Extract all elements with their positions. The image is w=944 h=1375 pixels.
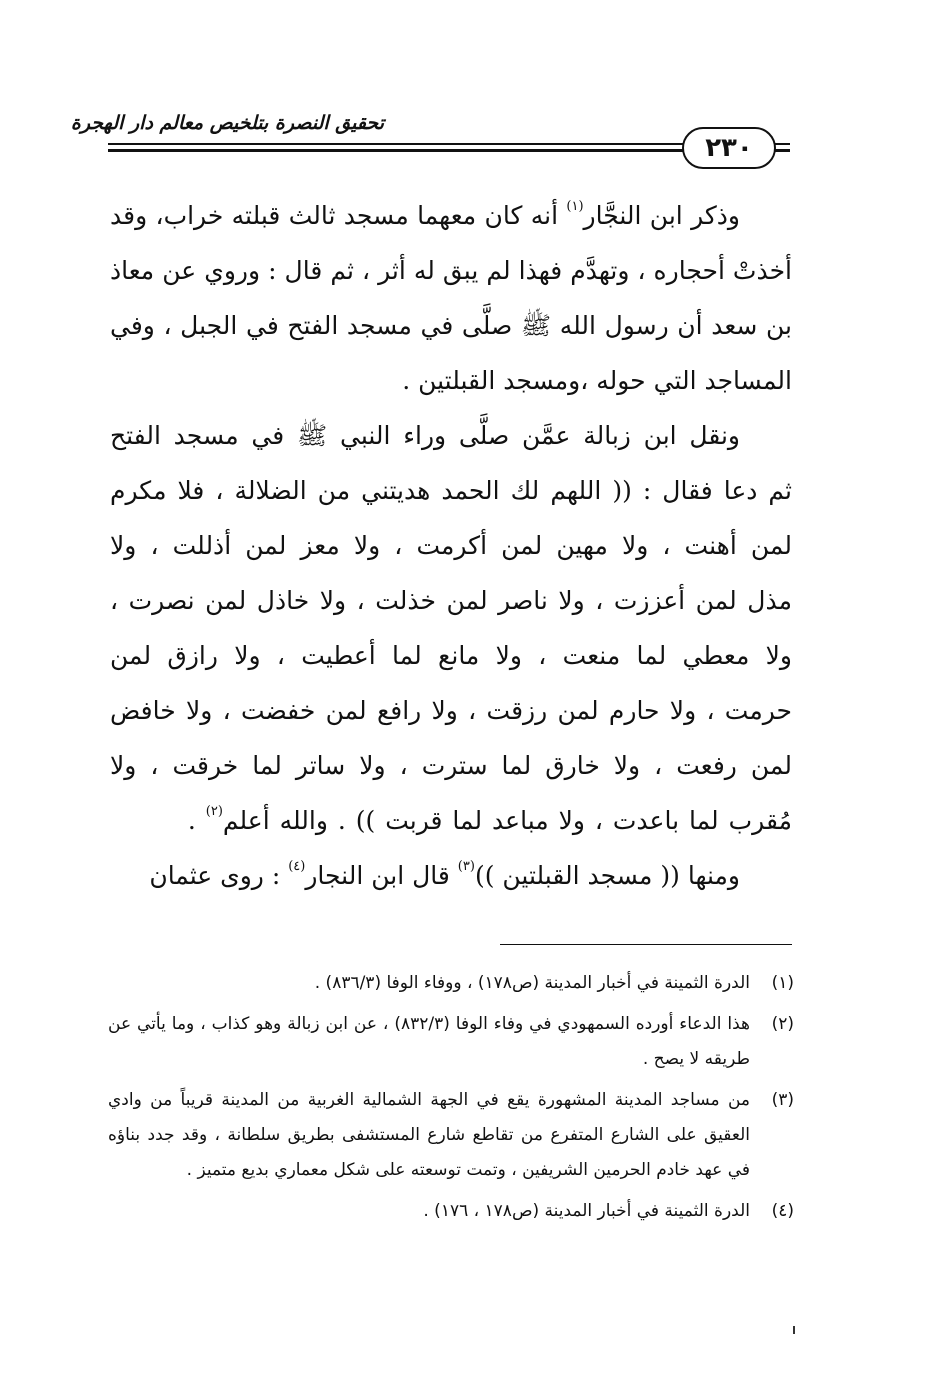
footnote-reference[interactable]: (١) <box>566 199 584 214</box>
footnote-reference[interactable]: (٤) <box>288 859 306 874</box>
header-rule <box>108 143 688 145</box>
footnote-reference[interactable]: (٣) <box>457 859 475 874</box>
paragraph-text: ومنها (( مسجد القبلتين )) <box>474 861 740 890</box>
footnote-number: (٤) <box>771 1201 794 1221</box>
paragraph <box>110 848 792 903</box>
footnotes <box>108 966 794 1235</box>
paragraph-text: ونقل ابن زبالة عمَّن صلَّى وراء النبي ﷺ في مسجد الفتح ثم دعا فقال : (( اللهم لك الحمد هديتني من الضلالة ، فلا مكرم لمن أهنت ، ولا مهين لمن أكرمت ، ولا معز لمن أذللت ، ولا مذل لمن أعززت ، ولا ناصر لمن خذلت ، ولا خاذل لمن نصرت ، ولا معطي لما منعت ، ولا مانع لما أعطيت ، ولا رازق لمن حرمت ، ولا حارم لمن رزقت ، ولا رافع لمن خفضت ، ولا خافض لمن رفعت ، ولا خارق لما سترت ، ولا ساتر لما خرقت ، ولا مُقرب لما باعدت ، ولا مباعد لما قربت )) . والله أعلم <box>110 421 792 835</box>
footnote-number: (٢) <box>771 1014 794 1034</box>
footnote <box>108 966 794 1001</box>
footnote-number: (١) <box>771 973 794 993</box>
paragraph-text: أنه كان معهما مسجد ثالث قبلته خراب، وقد أخذتْ أحجاره ، وتهدَّم فهذا لم يبق له أثر ، ثم قال : وروي عن معاذ بن سعد أن رسول الله ﷺ صلَّى في مسجد الفتح في الجبل ، وفي المساجد التي حوله ،ومسجد القبلتين . <box>110 201 792 395</box>
footnote-text: هذا الدعاء أورده السمهودي في وفاء الوفا (٨٣٢/٣) ، عن ابن زبالة وهو كذاب ، وما يأتي عن طريقه لا يصح . <box>108 1014 750 1069</box>
paragraph-text: : روى عثمان <box>149 861 289 890</box>
page-number: ٢٣٠ <box>705 133 753 163</box>
footnote-text: الدرة الثمينة في أخبار المدينة (ص١٧٨ ، ١٧٦) . <box>423 1201 750 1221</box>
main-text <box>110 188 792 903</box>
header-rule <box>108 149 688 152</box>
paragraph-text: وذكر ابن النجَّار <box>583 201 740 230</box>
footnote <box>108 1083 794 1188</box>
footnote-text: الدرة الثمينة في أخبار المدينة (ص١٧٨) ، ووفاء الوفا (٨٣٦/٣) . <box>314 973 750 993</box>
footnote <box>108 1194 794 1229</box>
scan-mark <box>793 1326 795 1334</box>
footnote-separator <box>500 944 792 945</box>
paragraph <box>110 188 792 408</box>
running-header-title: تحقيق النصرة بتلخيص معالم دار الهجرة <box>70 112 384 134</box>
page-number-frame <box>682 127 776 169</box>
footnote <box>108 1007 794 1077</box>
footnote-number: (٣) <box>771 1090 794 1110</box>
footnote-text: من مساجد المدينة المشهورة يقع في الجهة الشمالية الغربية من المدينة قريباً من وادي العقيق على الشارع المتفرع من تقاطع شارع المستشفى بطريق سلطانة ، وقد جدد بناؤه في عهد خادم الحرمين الشريفين ، وتمت توسعته على شكل معماري بديع متميز . <box>108 1090 750 1180</box>
paragraph-text: . <box>187 806 206 835</box>
paragraph-text: قال ابن النجار <box>305 861 458 890</box>
footnote-reference[interactable]: (٢) <box>205 804 223 819</box>
paragraph <box>110 408 792 848</box>
